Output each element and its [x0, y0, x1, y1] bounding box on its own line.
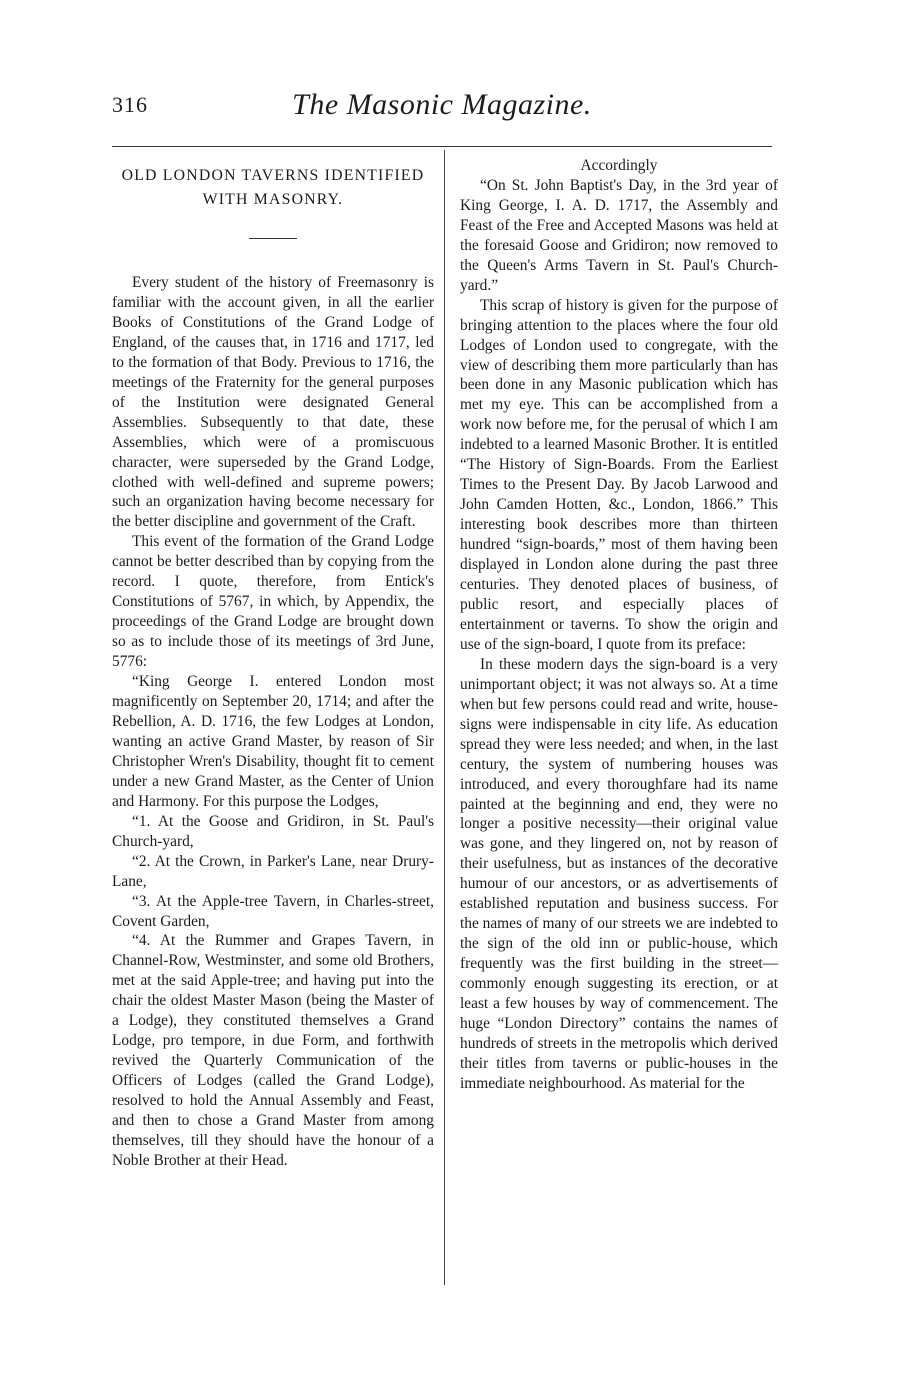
right-column [460, 156, 778, 1094]
paragraph: Every student of the history of Freemasonry is familiar with the account given, in all the earlier Books of Constitutions of the Grand Lodge of England, of the causes that, in 1716 and 1717, led to the formation of that Body. Previous to 1716, the meetings of the Fraternity for the general purposes of the Institution were designated General Assemblies. Subsequently to that date, these Assemblies, which were of a promiscuous character, were superseded by the Grand Lodge, clothed with well-defined and supreme powers; such an organization having become necessary for the better discipline and government of the Craft. [112, 274, 434, 531]
paragraph: This event of the formation of the Grand Lodge cannot be better described than by copying from the record. I quote, therefore, from Entick's Constitutions of 5767, in which, by Appendix, the proceedings of the Grand Lodge are brought down so as to include those of its meetings of 3rd June, 5776: [112, 533, 434, 671]
left-column [112, 156, 434, 1171]
column-divider [444, 150, 445, 1285]
list-item: “4. At the Rummer and Grapes Tavern, in Channel-Row, Westminster, and some old Brothers, met at the said Apple-tree; and having put into the chair the oldest Master Mason (being the Master of a Lodge), they constituted themselves a Grand Lodge, pro tempore, in due Form, and forthwith revived the Quarterly Communication of the Officers of Lodges (called the Grand Lodge), resolved to hold the Annual Assembly and Feast, and then to chose a Grand Master from among themselves, till they should have the honour of a Noble Brother at their Head. [112, 932, 434, 1169]
list-item: “2. At the Crown, in Parker's Lane, near Drury-Lane, [112, 852, 434, 890]
header-rule [112, 146, 772, 147]
section-lead: Accordingly [580, 157, 658, 174]
article-title: OLD LONDON TAVERNS IDENTIFIED WITH MASONRY. [121, 167, 425, 208]
paragraph: In these modern days the sign-board is a very unimportant object; it was not always so. At a time when but few persons could read and write, house-signs were indispensable in city life. As education spread they were less needed; and when, in the last century, the system of numbering houses was introduced, and every thoroughfare had its name painted at the beginning and end, they were no longer a positive necessity—their original value was gone, and they lingered on, not by reason of their usefulness, but as instances of the decorative humour of our ancestors, or as advertisements of established reputation and business success. For the names of many of our streets we are indebted to the sign of the old inn or public-house, which frequently was the first building in the street—commonly enough suggesting its erection, or at least a few houses by way of commencement. The huge “London Directory” contains the names of hundreds of streets in the metropolis which derived their titles from taverns or public-houses in the immediate neighbourhood. As material for the [460, 655, 778, 1092]
quote-paragraph: “King George I. entered London most magnificently on September 20, 1714; and after the Rebellion, A. D. 1716, the few Lodges at London, wanting an active Grand Master, by reason of Sir Christopher Wren's Disability, thought fit to cement under a new Grand Master, as the Center of Union and Harmony. For this purpose the Lodges, [112, 673, 434, 810]
title-rule [249, 238, 297, 239]
journal-title: The Masonic Magazine. [292, 88, 592, 121]
running-head [112, 88, 772, 134]
paragraph: This scrap of history is given for the purpose of bringing attention to the places where the four old Lodges of London used to congregate, with the view of describing them more particularly than has been done in any Masonic publication which has met my eye. This can be accomplished from a work now before me, for the perusal of which I am indebted to a learned Masonic Brother. It is entitled “The History of Sign-Boards. From the Earliest Times to the Present Day. By Jacob Larwood and John Camden Hotten, &c., London, 1866.” This interesting book describes more than thirteen hundred “sign-boards,” most of them having been displayed in London alone during the past three centuries. They denoted places of business, of public resort, and especially places of entertainment or taverns. To show the origin and use of the sign-board, I quote from its preface: [460, 296, 778, 653]
page-number: 316 [112, 92, 148, 117]
list-item: “3. At the Apple-tree Tavern, in Charles-street, Covent Garden, [112, 892, 434, 930]
list-item: “1. At the Goose and Gridiron, in St. Paul's Church-yard, [112, 812, 434, 850]
quote-paragraph: “On St. John Baptist's Day, in the 3rd year of King George, I. A. D. 1717, the Assembly and Feast of the Free and Accepted Masons was held at the foresaid Goose and Gridiron; now removed to the Queen's Arms Tavern in St. Paul's Church-yard.” [460, 176, 778, 294]
